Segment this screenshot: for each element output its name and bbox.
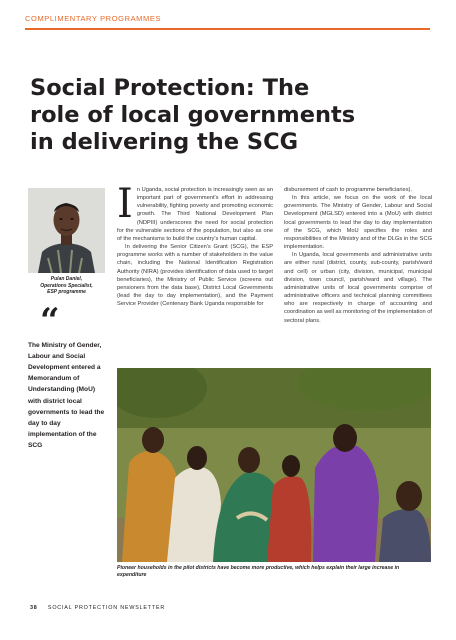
paragraph-text: n Uganda, social protection is increasingly seen as an important part of government's effort in addressing vulnerability, fighting poverty and promoting economic growth. The Third National Development Plan (NDPIII) underscores the need for social protection for the vulnerable sections of the population, but also as one of the mechanisms to build the country's human capital. bbox=[117, 187, 273, 242]
section-label: COMPLIMENTARY PROGRAMMES bbox=[25, 14, 162, 23]
portrait-caption bbox=[28, 276, 105, 296]
article-title-line: role of local governments bbox=[30, 102, 356, 128]
page-footer bbox=[30, 605, 165, 611]
portrait-caption-line: Operations Specialist, bbox=[40, 282, 93, 289]
article-column-2 bbox=[284, 186, 432, 325]
portrait-photo bbox=[28, 188, 105, 273]
article-title-line: Social Protection: The bbox=[30, 75, 310, 101]
beneficiaries-photo bbox=[117, 368, 431, 562]
article-paragraph: In delivering the Senior Citizen's Grant (SCG), the ESP programme works with a number of stakeholders in the value chain, including the National Identification Registration Authority (NIRA) (provides identification of data used to target beneficiaries), the Ministry of Public Service (screens out pensioners from the data base), District Local Governments (lead the day to day implementation), and the Payment Service Provider (Centenary Bank Uganda responsible for bbox=[117, 244, 273, 308]
article-paragraph: In this article, we focus on the work of the local governments. The Ministry of Gender, Labour and Social Development (MGLSD) entered into a (MoU) with district local governments to lead the day to day implementation of the SCG, which MoU specifies the roles and responsibilities of the Ministry and of the DLGs in the SCG implementation. bbox=[284, 195, 432, 251]
article-paragraph: disbursement of cash to programme beneficiaries). bbox=[284, 187, 413, 193]
article-title-line: in delivering the SCG bbox=[30, 129, 299, 155]
portrait-illustration bbox=[28, 188, 105, 273]
article-paragraph bbox=[117, 181, 273, 243]
sidebar bbox=[28, 188, 105, 452]
drop-cap: I bbox=[117, 181, 133, 227]
photo-caption: Pioneer households in the pilot districts have become more productive, which helps explain their large increase in expenditure bbox=[117, 565, 400, 578]
article-title bbox=[30, 75, 360, 156]
page-number: 38 bbox=[30, 605, 38, 611]
article-column-1 bbox=[117, 181, 273, 308]
portrait-caption-line: ESP programme bbox=[47, 289, 86, 295]
publication-name: SOCIAL PROTECTION NEWSLETTER bbox=[47, 605, 166, 611]
section-header-band bbox=[25, 6, 430, 30]
quote-mark-icon: “ bbox=[40, 300, 60, 341]
portrait-caption-line: Pulan Daniel, bbox=[50, 276, 83, 282]
article-paragraph: In Uganda, local governments and administrative units are either rural (district, county, sub-county, parish/ward and cell) or urban (city, division, municipal, municipal division, town council, parish/ward and village). The administrative units of local governments comprise of administrative officers and technical planning committees who are respectively in charge of accounting and coordination as well as monitoring of the implementation of sectoral plans. bbox=[284, 252, 432, 324]
photo-illustration bbox=[117, 368, 431, 562]
pull-quote: The Ministry of Gender, Labour and Social Development entered a Memorandum of Understanding (MoU) with district local governments to lead the day to day implementation of the SCG bbox=[28, 341, 105, 450]
